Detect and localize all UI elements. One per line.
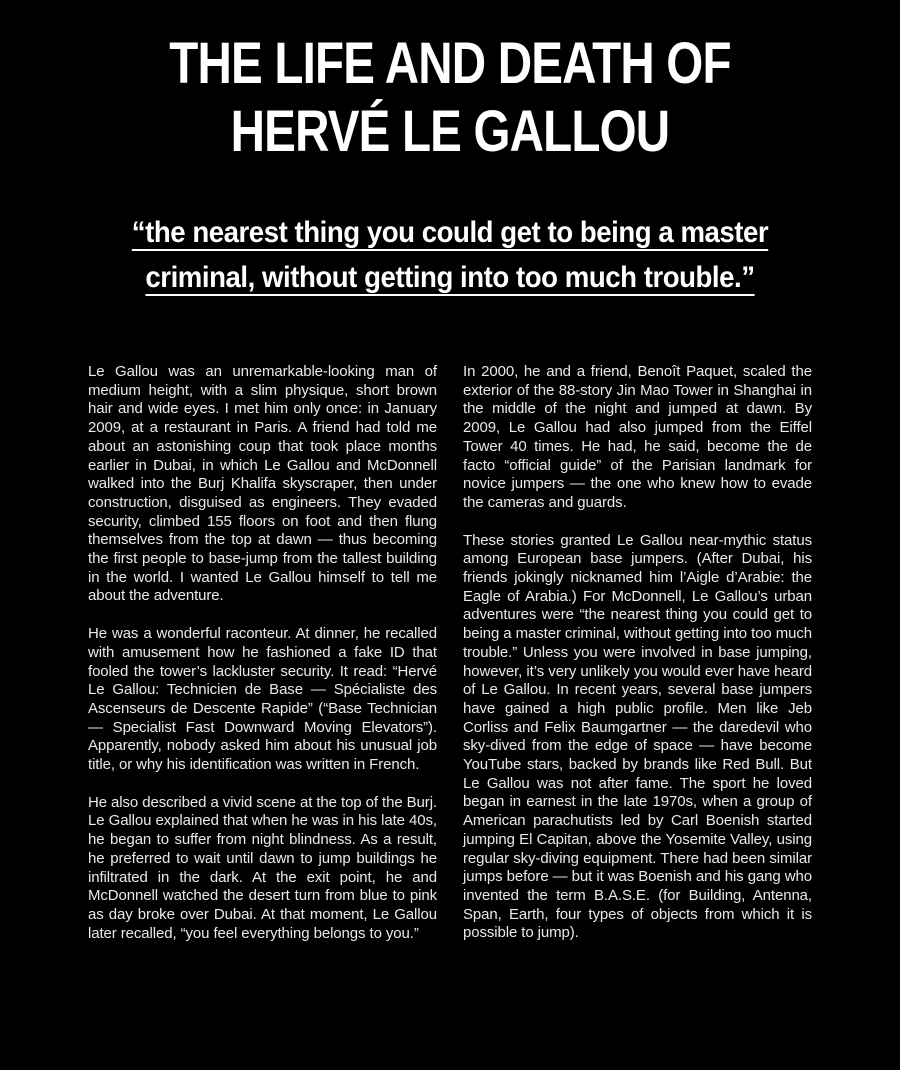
page-title — [0, 0, 900, 166]
pull-quote-line-1: “the nearest thing you could get to being a master — [131, 216, 769, 249]
paragraph-5: These stories granted Le Gallou near-mythic status among European base jumpers. (After Dubai, his friends jokingly nicknamed him l’Aigle d’Arabie: the Eagle of Arabia.) For McDonnell, Le Gallou’s urban adventures were “the nearest thing you could get to being a master criminal, without getting into too much trouble.” Unless you were involved in base jumping, however, it’s very unlikely you would ever have heard of Le Gallou. In recent years, several base jumpers have gained a high public profile. Men like Jeb Corliss and Felix Baumgartner — the daredevil who sky-dived from the edge of space — have become YouTube stars, backed by brands like Red Bull. But Le Gallou was not after fame. The sport he loved began in earnest in the late 1970s, when a group of American parachutists led by Carl Boenish started jumping El Capitan, above the Yosemite Valley, using regular sky-diving equipment. There had been similar jumps before — but it was Boenish and his gang who invented the term B.A.S.E. (for Building, Antenna, Span, Earth, four types of objects from which it is possible to jump). — [463, 531, 812, 942]
article-body — [88, 363, 812, 962]
paragraph-2: He was a wonderful raconteur. At dinner, he recalled with amusement how he fashioned a fake ID that fooled the tower’s lackluster security. It read: “Hervé Le Gallou: Technicien de Base — Spécialiste des Ascenseurs de Descente Rapide” (“Base Technician — Specialist Fast Downward Moving Elevators”). Apparently, nobody asked him about his unusual job title, or why his identification was written in French. — [88, 625, 437, 774]
right-column — [463, 363, 812, 962]
left-column — [88, 363, 437, 962]
page-title-line-1: THE LIFE AND DEATH OF — [169, 31, 731, 96]
paragraph-3: He also described a vivid scene at the top of the Burj. Le Gallou explained that when he was in his late 40s, he began to suffer from night blindness. As a result, he preferred to wait until dawn to jump buildings he infiltrated in the dark. At the exit point, he and McDonnell watched the desert turn from blue to pink as day broke over Dubai. At that moment, Le Gallou later recalled, “you feel everything belongs to you.” — [88, 793, 437, 942]
page-title-line-2: HERVÉ LE GALLOU — [230, 99, 670, 164]
paragraph-1: Le Gallou was an unremarkable-looking man of medium height, with a slim physique, short brown hair and wide eyes. I met him only once: in January 2009, at a restaurant in Paris. A friend had told me about an astonishing coup that took place months earlier in Dubai, in which Le Gallou and McDonnell walked into the Burj Khalifa skyscraper, then under construction, disguised as engineers. They evaded security, climbed 155 floors on foot and then flung themselves from the top at dawn — thus becoming the first people to base-jump from the tallest building in the world. I wanted Le Gallou himself to tell me about the adventure. — [88, 363, 437, 605]
pull-quote-line-2: criminal, without getting into too much trouble.” — [145, 261, 755, 294]
paragraph-4: In 2000, he and a friend, Benoît Paquet, scaled the exterior of the 88-story Jin Mao Tower in Shanghai in the middle of the night and jumped at dawn. By 2009, Le Gallou had also jumped from the Eiffel Tower 40 times. He had, he said, become the de facto “official guide” of the Parisian landmark for novice jumpers — the one who knew how to evade the cameras and guards. — [463, 363, 812, 511]
pull-quote — [0, 210, 900, 300]
